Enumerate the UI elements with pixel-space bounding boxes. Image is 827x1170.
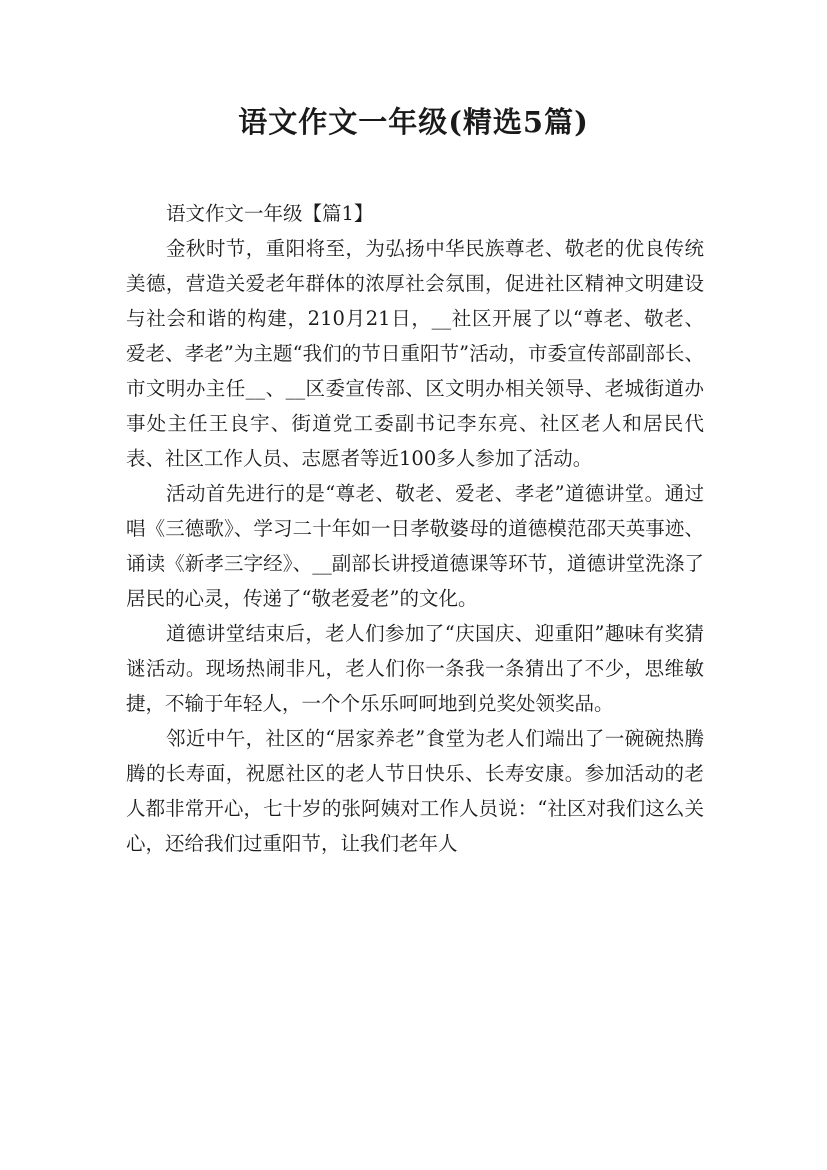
paragraph-4: 邻近中午，社区的“居家养老”食堂为老人们端出了一碗碗热腾腾的长寿面，祝愿社区的老人节日快乐、长寿安康。参加活动的老人都非常开心，七十岁的张阿姨对工作人员说：“社区对我们这么关心，还给我们过重阳节，让我们老年人 xyxy=(126,727,704,855)
paragraph-2: 活动首先进行的是“尊老、敬老、爱老、孝老”道德讲堂。通过唱《三德歌》、学习二十年如一日孝敬婆母的道德模范邵天英事迹、诵读《新孝三字经》、__副部长讲授道德课等环节，道德讲堂洗涤了居民的心灵，传递了“敬老爱老”的文化。 xyxy=(126,482,704,610)
document-body xyxy=(126,196,704,861)
paragraph-1: 金秋时节，重阳将至，为弘扬中华民族尊老、敬老的优良传统美德，营造关爱老年群体的浓厚社会氛围，促进社区精神文明建设与社会和谐的构建，210月21日，__社区开展了以“尊老、敬老、爱老、孝老”为主题“我们的节日重阳节”活动，市委宣传部副部长、市文明办主任__、__区委宣传部、区文明办相关领导、老城街道办事处主任王良宇、街道党工委副书记李东亮、社区老人和居民代表、社区工作人员、志愿者等近100多人参加了活动。 xyxy=(126,237,704,470)
section-heading: 语文作文一年级【篇1】 xyxy=(165,202,374,225)
document-title: 语文作文一年级(精选5篇) xyxy=(238,105,589,139)
paragraph-3: 道德讲堂结束后，老人们参加了“庆国庆、迎重阳”趣味有奖猜谜活动。现场热闹非凡，老人们你一条我一条猜出了不少，思维敏捷，不输于年轻人，一个个乐乐呵呵地到兑奖处领奖品。 xyxy=(126,622,704,715)
